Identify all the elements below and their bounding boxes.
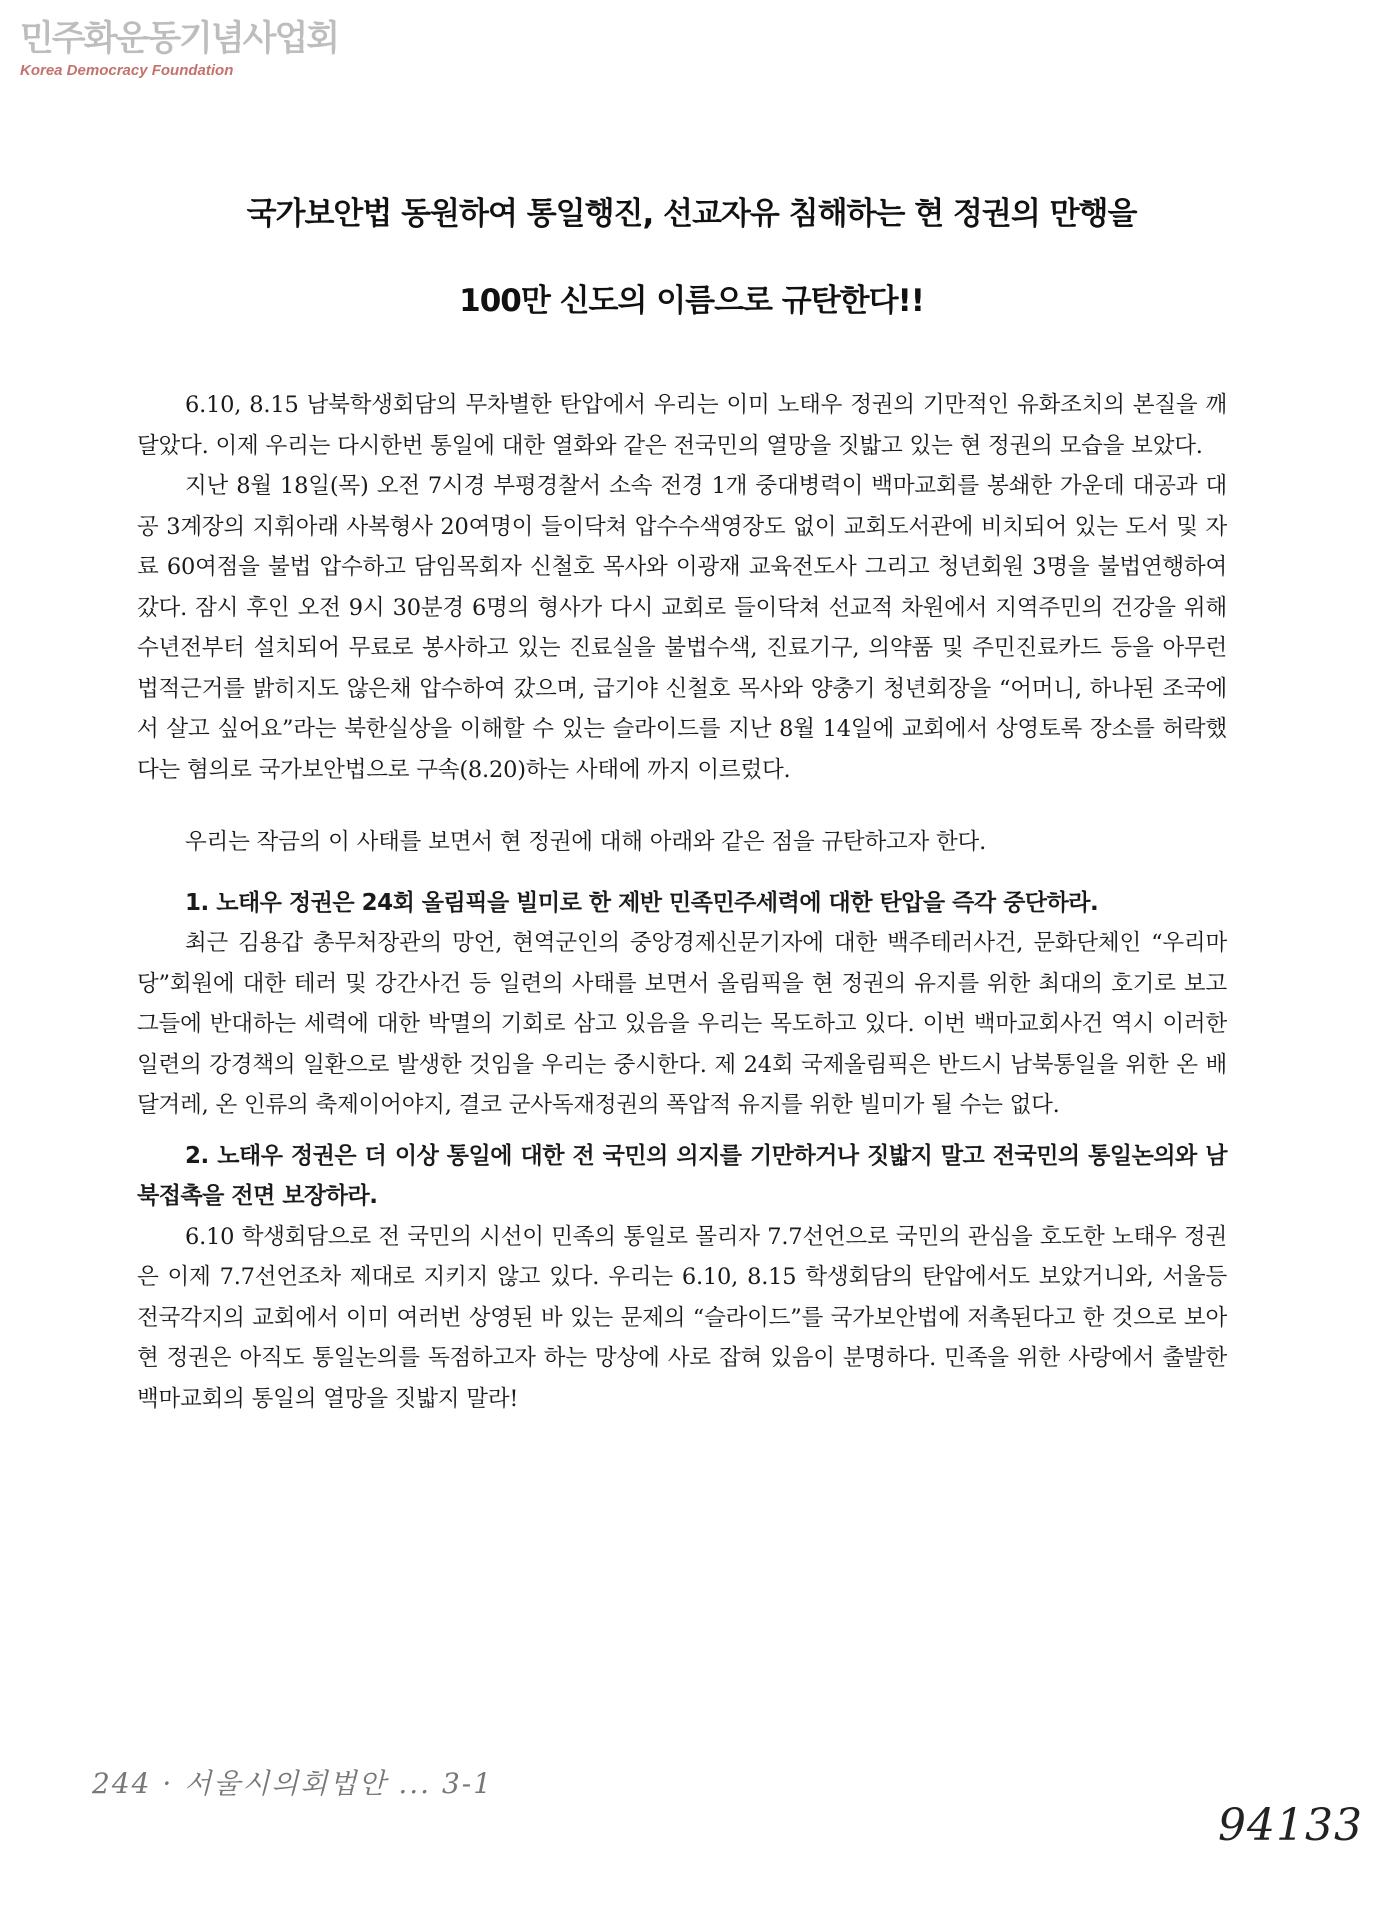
paragraph-intro: 6.10, 8.15 남북학생회담의 무차별한 탄압에서 우리는 이미 노태우 정권의 기만적인 유화조치의 본질을 깨달았다. 이제 우리는 다시한번 통일에 대한 열화와 같은 전국민의 열망을 짓밟고 있는 현 정권의 모습을 보았다.: [137, 392, 1227, 459]
watermark-english: Korea Democracy Foundation: [20, 62, 234, 79]
section-2-body: 6.10 학생회담으로 전 국민의 시선이 민족의 통일로 몰리자 7.7선언으로 국민의 관심을 호도한 노태우 정권은 이제 7.7선언조차 제대로 지키지 않고 있다. 우리는 6.10, 8.15 학생회담의 탄압에서도 보았거니와, 서울등 전국각지의 교회에서 이미 여러번 상영된 바 있는 문제의 “슬라이드”를 국가보안법에 저촉된다고 한 것으로 보아 현 정권은 아직도 통일논의를 독점하고자 하는 망상에 사로 잡혀 있음이 분명하다. 민족을 위한 사랑에서 출발한 백마교회의 통일의 열망을 짓밟지 말라!: [137, 1223, 1227, 1412]
handwritten-page-number: 94133: [1218, 1800, 1363, 1851]
paragraph-condemn: 우리는 작금의 이 사태를 보면서 현 정권에 대해 아래와 같은 점을 규탄하고자 한다.: [185, 829, 987, 855]
document-body: [137, 385, 1227, 1419]
document-title-line-2: 100만 신도의 이름으로 규탄한다!!: [459, 283, 924, 319]
watermark-logo: [20, 18, 338, 80]
watermark-korean: 민주화운동기념사업회: [20, 19, 339, 59]
section-2-heading: 2. 노태우 정권은 더 이상 통일에 대한 전 국민의 의지를 기만하거나 짓밟지 말고 전국민의 통일논의와 남북접촉을 전면 보장하라.: [137, 1142, 1227, 1209]
document-title-line-1: 국가보안법 동원하여 통일행진, 선교자유 침해하는 현 정권의 만행을: [246, 196, 1137, 232]
handwritten-note: 244 · 서울시의회법안 ... 3-1: [92, 1767, 494, 1800]
paragraph-incident: 지난 8월 18일(목) 오전 7시경 부평경찰서 소속 전경 1개 중대병력이 백마교회를 봉쇄한 가운데 대공과 대공 3계장의 지휘아래 사복형사 20여명이 들이닥쳐 압수수색영장도 없이 교회도서관에 비치되어 있는 도서 및 자료 60여점을 불법 압수하고 담임목회자 신철호 목사와 이광재 교육전도사 그리고 청년회원 3명을 불법연행하여 갔다. 잠시 후인 오전 9시 30분경 6명의 형사가 다시 교회로 들이닥쳐 선교적 차원에서 지역주민의 건강을 위해 수년전부터 설치되어 무료로 봉사하고 있는 진료실을 불법수색, 진료기구, 의약품 및 주민진료카드 등을 아무런 법적근거를 밝히지도 않은채 압수하여 갔으며, 급기야 신철호 목사와 양충기 청년회장을 “어머니, 하나된 조국에서 살고 싶어요”라는 북한실상을 이해할 수 있는 슬라이드를 지난 8월 14일에 교회에서 상영토록 장소를 허락했다는 혐의로 국가보안법으로 구속(8.20)하는 사태에 까지 이르렀다.: [137, 473, 1227, 783]
section-1-heading: 1. 노태우 정권은 24회 올림픽을 빌미로 한 제반 민족민주세력에 대한 탄압을 즉각 중단하라.: [185, 889, 1099, 916]
section-1-body: 최근 김용갑 총무처장관의 망언, 현역군인의 중앙경제신문기자에 대한 백주테러사건, 문화단체인 “우리마당”회원에 대한 테러 및 강간사건 등 일련의 사태를 보면서 올림픽을 현 정권의 유지를 위한 최대의 호기로 보고 그들에 반대하는 세력에 대한 박멸의 기회로 삼고 있음을 우리는 목도하고 있다. 이번 백마교회사건 역시 이러한 일련의 강경책의 일환으로 발생한 것임을 우리는 중시한다. 제 24회 국제올림픽은 반드시 남북통일을 위한 온 배달겨레, 온 인류의 축제이어야지, 결코 군사독재정권의 폭압적 유지를 위한 빌미가 될 수는 없다.: [137, 930, 1227, 1118]
